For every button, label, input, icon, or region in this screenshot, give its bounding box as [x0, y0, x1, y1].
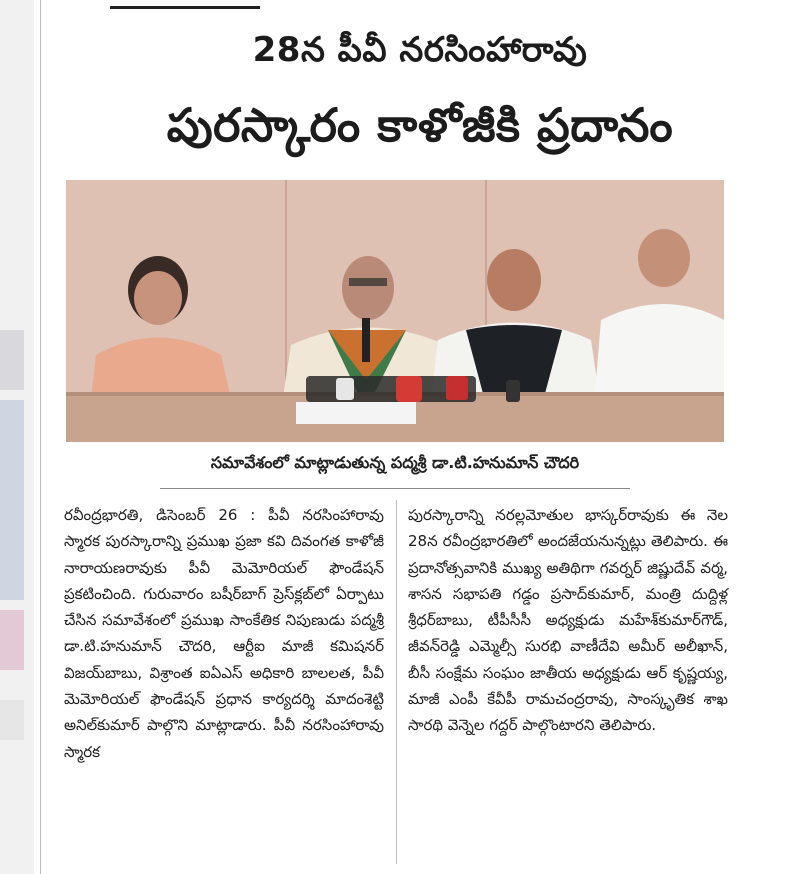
adjacent-column-strip [0, 0, 34, 874]
caption-rule [160, 488, 630, 489]
article-column-left [64, 502, 384, 765]
adjacent-image-fragment [0, 610, 24, 670]
adjacent-image-fragment [0, 700, 24, 740]
headline-main: పురస్కారం కాళోజీకి ప్రదానం [166, 98, 674, 152]
article-paragraph-left: రవీంద్రభారతి, డిసెంబర్ 26 : పీవీ నరసింహారావు స్మారక పురస్కారాన్ని ప్రముఖ ప్రజా కవి దివంగత కాళోజీ నారాయణరావుకు పీవీ మెమోరియల్ ఫౌండేషన్ ప్రకటించింది. గురువారం బషీర్‌బాగ్ ప్రెస్‌క్లబ్‌లో ఏర్పాటు చేసిన సమావేశంలో ప్రముఖ సాంకేతిక నిపుణుడు పద్మశ్రీ డా.టి.హనుమాన్ చౌదరి, ఆర్టీఐ మాజీ కమిషనర్ విజయ్‌బాబు, విశ్రాంత ఐఏఎస్ అధికారి బాలలత, పీవీ మెమోరియల్ ఫౌండేషన్ ప్రధాన కార్యదర్శి మాదంశెట్టి అనిల్‌కుమార్ పాల్గొని మాట్లాడారు. పీవీ నరసింహారావు స్మారక [64, 506, 384, 761]
column-divider [396, 500, 397, 864]
article-column-right [408, 502, 728, 739]
photo-caption: సమావేశంలో మాట్లాడుతున్న పద్మశ్రీ డా.టి.హనుమాన్ చౌదరి [210, 453, 580, 472]
article-paragraph-right: పురస్కారాన్ని నరల్లమోతుల భాస్కర్‌రావుకు ఈ నెల 28న రవీంద్రభారతిలో అందజేయనున్నట్లు తెలిపారు. ఈ ప్రదానోత్సవానికి ముఖ్య అతిథిగా గవర్నర్ జిష్ణుదేవ్ వర్మ, శాసన సభాపతి గడ్డం ప్రసాద్‌కుమార్, మంత్రి దుద్దిళ్ల శ్రీధర్‌బాబు, టీపీసీసీ అధ్యక్షుడు మహేశ్‌కుమార్‌గౌడ్, జీవన్‌రెడ్డి ఎమ్మెల్సీ సురభి వాణీదేవి అమీర్ అలీఖాన్, బీసీ సంక్షేమ సంఘం జాతీయ అధ్యక్షుడు ఆర్ కృష్ణయ్య, మాజీ ఎంపీ కేవీపీ రామచంద్రరావు, సాంస్కృతిక శాఖ సారథి వెన్నెల గద్దర్ పాల్గొంటారని తెలిపారు. [408, 506, 728, 735]
cropped-text-fragment [110, 0, 260, 9]
photo-illustration [66, 180, 724, 442]
headline-kicker: 28న పీవీ నరసింహారావు [252, 30, 588, 70]
column-rule [40, 0, 41, 874]
press-meet-photo [66, 180, 724, 442]
adjacent-image-fragment [0, 330, 24, 390]
adjacent-image-fragment [0, 400, 24, 600]
